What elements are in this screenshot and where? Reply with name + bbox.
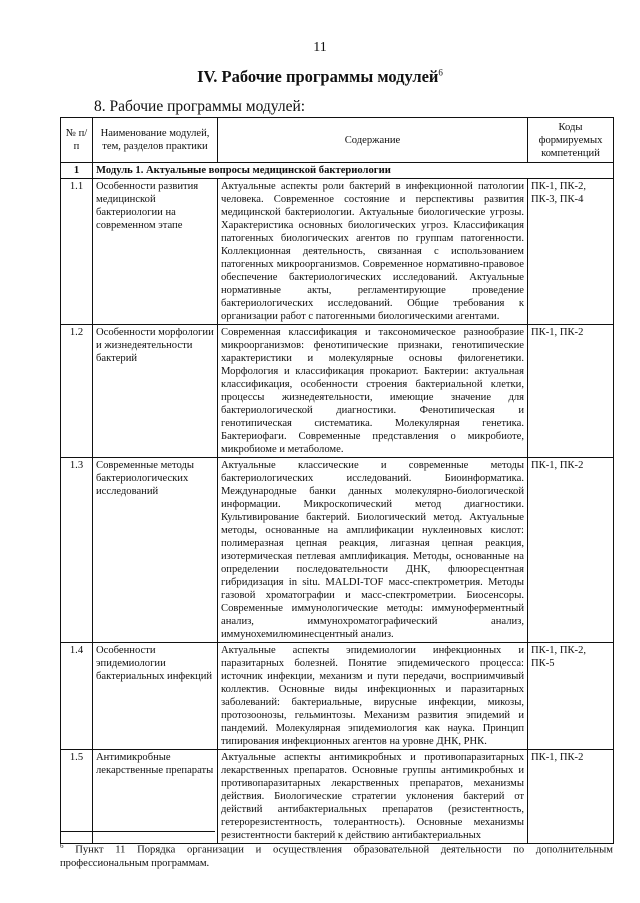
module-title: Модуль 1. Актуальные вопросы медицинской бактериологии [93,163,614,179]
topic-name: Особенности эпидемиологии бактериальных инфекций [93,643,218,750]
topic-content: Актуальные аспекты роли бактерий в инфекционной патологии человека. Современное состояние и перспективы развития медицинской бактериологии. Актуальные биологические угрозы. Характеристика основных биологических угроз. Классификация патогенных биологических агентов по группам патогенности. Коллекционная деятельность, связанная с использованием патогенных микроорганизмов. Современное нормативно-правовое обеспечение бактериологических исследований. Актуальные нормативные акты, регламентирующие проведение бактериологических исследований. Общие требования к организации работ с патогенными биологическими агентами. [218,179,528,325]
module-programs-table [60,117,614,844]
table-header-row [61,118,614,163]
footnote-marker: 6 [60,842,64,850]
topic-name: Современные методы бактериологических исследований [93,458,218,643]
competency-codes: ПК-1, ПК-2, ПК-5 [528,643,614,750]
row-number: 1.5 [61,750,93,844]
section-heading [0,67,640,87]
footnote-reference: 6 [438,67,443,78]
topic-content: Актуальные классические и современные методы бактериологических исследований. Биоинформатика. Международные банки данных молекулярно-биологической информации. Микроскопический метод диагностики. Культивирование бактерий. Биологический метод. Актуальные методы, основанные на амплификации нуклеиновых кислот: полимеразная цепная реакция, лигазная цепная реакция, изотермическая петлевая амплификация. Методы, основанные на определении последовательности ДНК, флюоресцентная гибридизация in situ. MALDI-TOF масс-спектрометрия. Методы газовой хроматографии и масс-спектрометрии. Биосенсоры. Современные иммунологические методы: иммуноферментный анализ, иммунохроматографический анализ, иммунохемилюминесцентный анализ. [218,458,528,643]
table-row [61,179,614,325]
row-number: 1.2 [61,325,93,458]
row-number: 1.3 [61,458,93,643]
row-number: 1.4 [61,643,93,750]
topic-content: Актуальные аспекты эпидемиологии инфекционных и паразитарных болезней. Понятие эпидемического процесса: источник инфекции, механизм и пути передачи, восприимчивый коллектив. Основные виды инфекционных и паразитарных заболеваний: бактериальные, вирусные инфекции, микозы, протозоонозы, гельминтозы. Механизм развития эпидемий и пандемий. Молекулярная эпидемиология как наука. Принцип типирования инфекционных агентов на уровне ДНК, РНК. [218,643,528,750]
topic-content: Современная классификация и таксономическое разнообразие микроорганизмов: фенотипические признаки, генотипические характеристики и молекулярные основы филогенетики. Морфология и классификация прокариот. Бактерии: актуальная классификация, особенности строения бактериальной клетки, процессы жизнедеятельности, имеющие значение для бактериологической диагностики. Фенотипическая и генотипическая систематика. Молекулярная генетика. Бактериофаги. Современные представления о микробиоте, микробиоме и метаболоме. [218,325,528,458]
module-number: 1 [61,163,93,179]
topic-name: Особенности морфологии и жизнедеятельности бактерий [93,325,218,458]
header-name: Наименование модулей, тем, разделов практики [93,118,218,163]
subsection-heading: 8. Рабочие программы модулей: [94,98,306,115]
table-row [61,643,614,750]
header-content: Содержание [218,118,528,163]
competency-codes: ПК-1, ПК-2 [528,325,614,458]
footnote-separator [60,831,215,832]
header-codes: Коды формируемых компетенций [528,118,614,163]
competency-codes: ПК-1, ПК-2 [528,750,614,844]
topic-content: Актуальные аспекты антимикробных и противопаразитарных лекарственных препаратов. Основные группы антимикробных и противопаразитарных лекарственных препаратов, механизмы действия. Биологические стратегии уклонения бактерий от действий антибактериальных препаратов (резистентность, гетерорезистентность, толерантность). Основные механизмы резистентности бактерий к действию антибактериальных [218,750,528,844]
footnote-text: Пункт 11 Порядка организации и осуществления образовательной деятельности по дополнительным профессиональным программам. [60,844,613,869]
table-row [61,325,614,458]
section-heading-text: IV. Рабочие программы модулей [197,67,439,86]
header-num: № п/п [61,118,93,163]
page-number: 11 [313,40,327,55]
competency-codes: ПК-1, ПК-2 [528,458,614,643]
footnote [60,840,613,870]
topic-name: Антимикробные лекарственные препараты [93,750,218,844]
competency-codes: ПК-1, ПК-2, ПК-3, ПК-4 [528,179,614,325]
table-row [61,750,614,844]
topic-name: Особенности развития медицинской бактериологии на современном этапе [93,179,218,325]
table-row [61,458,614,643]
row-number: 1.1 [61,179,93,325]
module-row [61,163,614,179]
